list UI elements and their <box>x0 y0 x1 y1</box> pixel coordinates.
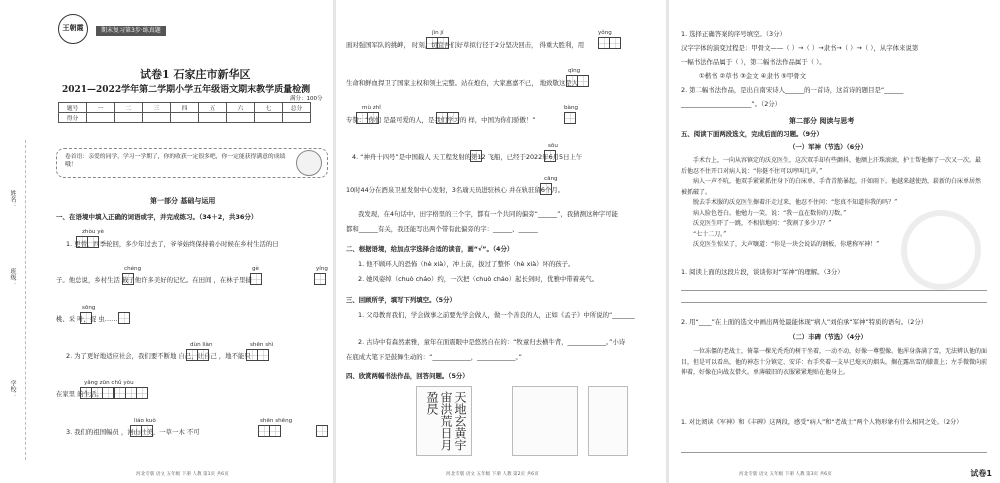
text-line: 桃、采 叶，捉 虫…… <box>56 315 118 323</box>
paragraph: 手术台上，一向从容镇定的沃克医生，这次双手却有些颤抖，他额上汗珠滚滚，护士帮他擦了一次又一次。最后他忍不住开口对病人说：“你挺不住可以哼叫几声。” <box>681 157 982 175</box>
page-2 <box>336 0 666 483</box>
page-footer: 河北专版 语文 五年级 下册 人教 第3页 共6页 <box>739 472 832 477</box>
score-cell[interactable] <box>199 113 227 123</box>
header-tag: 期末复习第3步·练真题 <box>96 26 166 36</box>
calligraphy-work-1 <box>416 386 472 456</box>
pinyin: yíng <box>316 266 328 272</box>
exam-title: 试卷1 石家庄市新华区 <box>140 68 251 81</box>
text-line: 10时44分在酒泉卫星发射中心发射，3名瑜天员进驻核心 并在轨驻留6个月。 <box>346 186 565 194</box>
tianzige[interactable] <box>598 37 620 49</box>
margin-label-school: 学校： <box>9 380 16 398</box>
brand-logo-text: 王朝霞 <box>62 24 84 32</box>
text-line: ①楷书 ②草书 ③金文 ④隶书 ⑤甲骨文 <box>699 72 807 80</box>
pinyin: dùn liàn <box>190 342 213 348</box>
score-head-cell: 六 <box>227 103 255 113</box>
score-head-cell: 三 <box>143 103 171 113</box>
margin-label-name: 姓名： <box>9 190 16 208</box>
section-heading: （一）军神（节选）（6分） <box>789 143 867 151</box>
score-head-cell: 五 <box>199 103 227 113</box>
score-cell[interactable] <box>255 113 283 123</box>
q2-heading: 二、根据语境，给加点字选择合适的读音，画“√”。（4分） <box>346 245 514 253</box>
section-heading: （二）丰碑（节选）（4分） <box>789 333 867 341</box>
q4-heading: 四、欣赏两幅书法作品，回答问题。（5分） <box>346 372 469 380</box>
text-line: 汉字字体的演变过程是：甲骨文——（ ）→（ ）→隶书→（ ）→（ ），从字体来说第 <box>681 44 919 52</box>
score-head-cell: 二 <box>115 103 143 113</box>
pinyin: sōu <box>548 143 558 149</box>
text-line: 2. 她风姿绰（chuò cháo）约，一次把（chuò cháo）起长剑时，优雅中带着英气。 <box>358 275 599 283</box>
paragraph: 沃克医生吓了一跳，不相信地问：“我割了多少刀？” <box>693 220 832 227</box>
score-cell[interactable] <box>115 113 143 123</box>
text-line: 1. 选择正确答案的序号填空。（3分） <box>681 30 786 38</box>
mascot-icon <box>296 150 322 176</box>
left-binding-strip <box>0 140 26 460</box>
paragraph: “七十二刀。” <box>693 230 727 238</box>
part2-heading: 第二部分 阅读与思考 <box>789 117 855 125</box>
text-line: 子。他总说，乡村生活 载了他许多美好的记忆。在田间 ，在林子里捕 <box>56 276 252 284</box>
answer-line[interactable] <box>681 290 987 291</box>
tianzige[interactable] <box>316 425 327 437</box>
pinyin: qīng <box>568 68 581 74</box>
calligraphy-work-2 <box>512 386 578 456</box>
page-3 <box>669 0 1000 483</box>
pinyin: sōng <box>82 305 96 311</box>
score-cell[interactable] <box>87 113 115 123</box>
pinyin: shēn shēng <box>260 418 293 424</box>
answer-stamp-icon <box>901 210 981 290</box>
tianzige[interactable] <box>314 273 325 285</box>
text-line: 1. 阅读上面的这段片段，谈谈你对“军神”的理解。（3分） <box>681 268 844 276</box>
full-score: 满分：100分 <box>290 96 323 102</box>
text-line: 1. 他不顾环人的恐怖（hè xià），冲上前，拔过了整怀（hè xià）坏的孩子。 <box>358 260 575 268</box>
pinyin: mù zhǐ <box>362 105 381 111</box>
tianzige[interactable] <box>258 425 280 437</box>
pinyin: bàng <box>564 105 579 111</box>
score-table-head <box>59 103 311 113</box>
q3-heading: 三、回顾所学，填写下列填空。（5分） <box>346 296 456 304</box>
text-line: 2. 用“____”在上面的选文中画出两处最能体现“病人”刘伯承“军神”特质的语句。（2分） <box>681 318 928 326</box>
tianzige[interactable] <box>118 312 129 324</box>
paragraph: 病人脸色苍白。他勉力一笑，说：“我一直在数你的刀数。” <box>693 209 847 217</box>
calligraphy-work-3 <box>588 386 628 456</box>
passage-2 <box>681 347 987 379</box>
text-line: 1. 父母教育我们，学会做事之前要先学会做人，做一个善良的人，正如《孟子》中所说的“_______ <box>358 311 635 319</box>
text-line: ______________________”。（2分） <box>681 100 782 108</box>
score-head-cell: 总分 <box>283 103 311 113</box>
margin-label-class: 班级： <box>9 268 16 286</box>
text-line: 2. 古诗中有森然素雅，童年在面震眼中是悠然自在的：“牧童归去横牛背，____________。”小诗 <box>358 338 626 346</box>
tip-box <box>56 148 328 178</box>
text-line: 在底成大笔下是鼓舞生动的：“____________，____________。” <box>346 353 522 361</box>
text-line: 在家里 的生活。 <box>56 390 103 398</box>
score-row-label: 得分 <box>59 113 87 123</box>
page-footer: 河北专版 语文 五年级 下册 人教 第2页 共6页 <box>446 472 539 477</box>
score-cell[interactable] <box>171 113 199 123</box>
score-head-cell: 一 <box>87 103 115 113</box>
answer-line[interactable] <box>681 452 987 453</box>
paragraph: 病人一声不吭，他双手紧紧抓住身下的白床单，手背青筋暴起，汗如雨下。他越来越使劲，崭新的白床单居然被抓破了。 <box>681 178 982 196</box>
tianzige[interactable] <box>564 112 575 124</box>
score-head-cell: 七 <box>255 103 283 113</box>
paragraph: 脱去手术服的沃克医生擦着汗走过来，他忍不住问：“您真不知道你我的吗？” <box>693 199 898 206</box>
pinyin: jìn jí <box>432 30 444 36</box>
calligraphy-text: 天地玄黄宇宙洪荒日月盈昃 <box>425 391 467 451</box>
pinyin: yǒng <box>598 30 612 36</box>
answer-line[interactable] <box>681 302 987 303</box>
part1-heading: 第一部分 基础与运用 <box>150 197 216 205</box>
question-text: 1. 对比阅读《军神》和《丰碑》这两段，感受“病人”和“老战士”两个人物形象有什么相同之处。（2分） <box>681 419 963 426</box>
pinyin: yǎng zūn chǔ yòu <box>84 380 134 386</box>
score-head-cell: 四 <box>171 103 199 113</box>
text-line: 1. 更替，四季轮回，多少年过去了，爷爷始终保持着小时候在乡村生活的日 <box>66 240 279 248</box>
paragraph: 沃克医生惊呆了，大声嚷道：“你是一块会说话的钢板，你堪称军神！” <box>693 241 880 248</box>
pinyin: chéng <box>124 266 142 272</box>
text-line: 专赞：“你们 是最可爱的人，是我们学习的 样，中国为你们骄傲！” <box>346 116 536 124</box>
text-line: 我发现，在4句话中，田字格里的三个字，都有一个共同的偏旁“______”，我猜测这种字可能 <box>358 210 618 218</box>
text-line: 一幅书法作品属于（ ），第二幅书法作品属于（ ）。 <box>681 58 826 66</box>
text-line: 都和______有关，我还能写出两个带有此偏旁的字：______、______ <box>346 225 538 233</box>
text-line: 2. 为了更好地适应社会，我们要不断地 自己，让自己 ，地不能只 <box>66 352 251 360</box>
text-line: 4. “神舟十四号”是中国载人 天工程发射的第12 飞船，已经于2022年6月5日上午 <box>352 153 583 161</box>
pinyin: shēn shì <box>250 342 274 348</box>
text-line: 2. 第二幅书法作品，是出自南宋诗人______的一首诗，这首诗的题目是“______ <box>681 86 904 94</box>
pinyin: zhòu yè <box>82 229 104 235</box>
score-cell[interactable] <box>283 113 311 123</box>
score-table-row <box>59 113 311 123</box>
score-cell[interactable] <box>227 113 255 123</box>
q5-heading: 五、阅读下面两段选文，完成后面的习题。（9分） <box>681 130 823 138</box>
paragraph: 一位冻僵的老战士，倚靠一棵光秃秃的树干坐着，一动不动，好像一尊塑像。他浑身落满了雪，无法辨认他的面目，但是可以看出，他的神态十分镇定、安详：右手夹着一支早已熄灭的烟头，搁在露出雪的膝盖上；左手微微向前伸着，好像在向战友借火。单薄破旧的衣服紧紧地贴在他身上。 <box>681 348 988 376</box>
tip-text: 卷首语：亲爱的同学，学习一学期了，你的收获一定很多吧，你一定能获得满意的成绩哦！ <box>65 154 286 168</box>
pinyin: cāng <box>544 176 558 182</box>
text-line: 3. 我们的祖国幅员 ，河山壮美，一草一木 不可 <box>66 428 200 436</box>
score-table <box>58 102 311 123</box>
q1-heading: 一、在语境中填入正确的词语或字，并完成练习。（34＋2，共36分） <box>56 213 258 221</box>
score-head-cell: 题号 <box>59 103 87 113</box>
page-footer: 河北专版 语文 五年级 下册 人教 第1页 共6页 <box>136 472 229 477</box>
text-line: 生命和鲜血捍卫了国家主权和领土完整。站在炮台，大家惠嘉不已， 地致敬这是人 <box>346 79 579 87</box>
pinyin: liáo kuò <box>134 418 156 424</box>
page-1 <box>0 0 333 483</box>
score-cell[interactable] <box>143 113 171 123</box>
pinyin: gè <box>252 266 259 272</box>
brand-logo <box>58 14 88 44</box>
exam-subtitle: 2021—2022学年第二学期小学五年级语文期末教学质量检测 <box>62 85 311 95</box>
page-badge: 试卷1 <box>970 469 992 478</box>
text-line: 面对强国军队的挑衅， 时刻，切宜吾们好草拟行径于2分坚决回击， 得重大胜利，用 <box>346 41 585 49</box>
